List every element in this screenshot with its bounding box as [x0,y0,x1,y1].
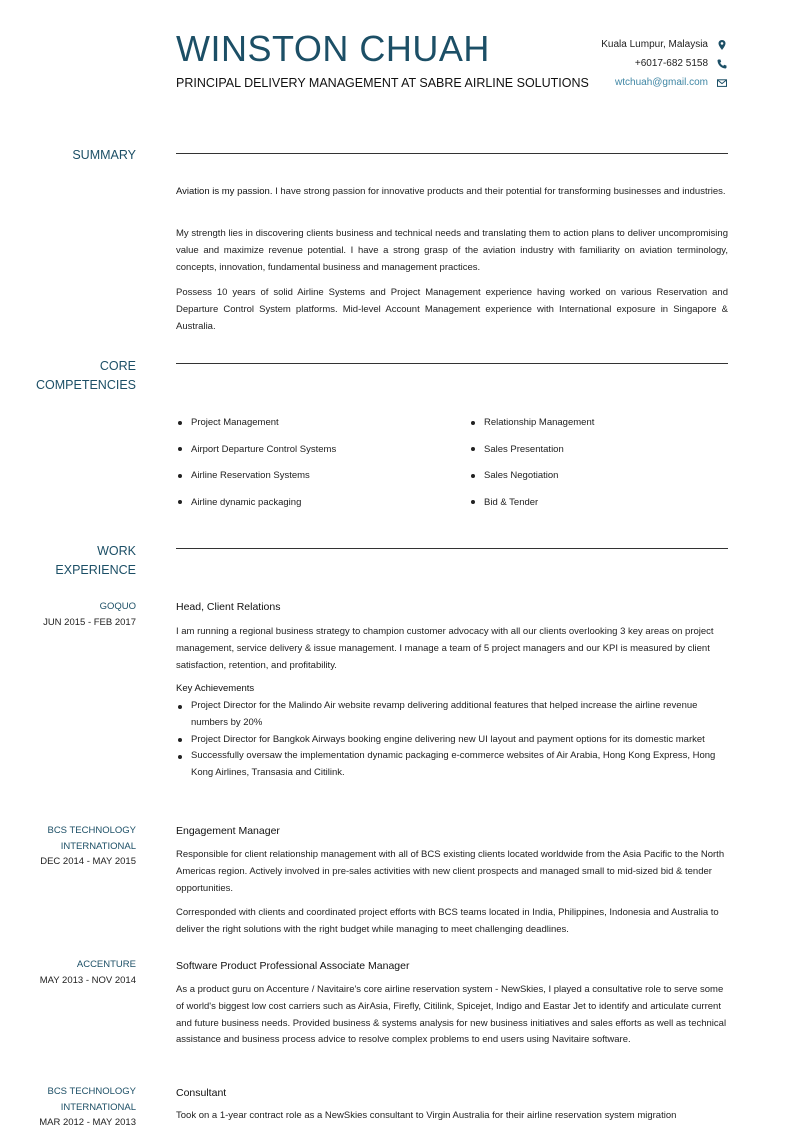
job-2-company-line2: INTERNATIONAL [60,840,136,852]
summary-divider [176,153,728,154]
job-1-description: I am running a regional business strategy to champion customer advocacy with all our clients overlooking 3 key areas on project management, service delivery & issue management. I manage a team of 5 project managers and our KPI is measured by client satisfaction, retention, and profitability. [176,626,714,671]
job-2-meta [0,823,136,870]
competencies-list-left [176,416,336,522]
job-4-description: Took on a 1-year contract role as a NewSkies consultant to Virgin Australia for their airline reservation system migration [176,1110,677,1121]
experience-heading-line1: WORK [97,544,136,558]
competencies-heading [36,357,136,395]
contact-phone [601,54,728,73]
job-1-achievements-list [176,698,728,782]
job-3-meta [0,957,136,988]
job-4-title: Consultant [176,1087,227,1099]
envelope-icon [716,77,728,89]
job-2-title: Engagement Manager [176,825,280,837]
experience-divider [176,548,728,549]
summary-paragraph-1 [176,184,728,201]
job-4-dates: MAR 2012 - MAY 2013 [39,1117,136,1128]
candidate-name: WINSTON CHUAH [176,28,490,69]
job-1-achievements-heading: Key Achievements [176,683,255,694]
job-3-description: As a product guru on Accenture / Navitaire's core airline reservation system - NewSkies, I played a consultative role to serve some of world's biggest low cost carriers such as AirAsia, Firefly, Citilink, Spicejet, Indigo and Eastar Jet to identify and articulate current and future business needs. Provided business & systems analysis for new business initiatives and sales efforts as well as technical assistance and business process advice to resolve complex problems to end users using Navitaire software. [176,984,727,1046]
competencies-heading-line2: COMPETENCIES [35,378,136,392]
competencies-list-right [469,416,594,522]
summary-p1-rest: I have strong passion for innovative products and their potential for transforming businesses and industries. [272,186,726,197]
job-1-title: Head, Client Relations [176,601,281,613]
job-2-description-2: Corresponded with clients and coordinated project efforts with BCS teams located in India, Philippines, Indonesia and Australia to deliver the right solutions with the right budget while managing to meet challenging deadlines. [176,907,719,935]
phone-icon [716,58,728,70]
job-3-company: ACCENTURE [76,959,136,970]
job-4-company-line2: INTERNATIONAL [60,1101,136,1113]
list-item: Successfully oversaw the implementation dynamic packaging e-commerce websites of Air Arabia, Hong Kong Express, Hong Kong Airlines, Transasia and Citilink. [176,748,728,782]
contact-location [601,35,728,54]
job-1-company: GOQUO [99,601,136,612]
job-1-dates: JUN 2015 - FEB 2017 [43,616,136,628]
list-item: Sales Negotiation [469,469,594,496]
summary-lead: Aviation is my passion. [176,186,273,197]
job-4-company-line1: BCS TECHNOLOGY [47,1086,136,1097]
list-item: Relationship Management [469,416,594,443]
job-3-dates: MAY 2013 - NOV 2014 [39,974,136,986]
list-item: Sales Presentation [469,443,594,470]
list-item: Airline dynamic packaging [176,496,336,523]
list-item: Project Director for the Malindo Air website revamp delivering additional features that helped increase the airline revenue numbers by 20% [176,698,728,732]
list-item: Airport Departure Control Systems [176,443,336,470]
list-item: Project Management [176,416,336,443]
summary-paragraph-2: My strength lies in discovering clients business and technical needs and translating them to action plans to deliver uncompromising value and maximize revenue potential. I have a strong grasp of the aviation industry with familiarity on aviation terminology, concepts, innovation, fundamental business and management practices. [176,228,728,273]
job-2-description-1: Responsible for client relationship management with all of BCS existing clients located worldwide from the Asia Pacific to the North Americas region. Actively involved in pre-sales activities with new client prospects and managed small to mid-sized bid & tender opportunities. [176,849,725,894]
job-4-meta [0,1084,136,1131]
job-3-title: Software Product Professional Associate Manager [176,960,410,972]
summary-heading: SUMMARY [72,148,136,162]
contact-email[interactable] [601,73,728,92]
job-1-meta [0,599,136,630]
experience-heading [55,542,136,580]
location-text: Kuala Lumpur, Malaysia [601,39,708,50]
email-link[interactable]: wtchuah@gmail.com [615,77,708,88]
phone-text: +6017-682 5158 [634,58,708,69]
experience-heading-line2: EXPERIENCE [55,563,136,577]
summary-paragraph-3: Possess 10 years of solid Airline Systems and Project Management experience having worked on various Reservation and Departure Control System platforms. Mid-level Account Management experience with International exposure in Singapore & Australia. [176,287,728,332]
list-item: Project Director for Bangkok Airways booking engine delivering new UI layout and payment options for its domestic market [176,732,728,749]
map-pin-icon [716,39,728,51]
candidate-headline: PRINCIPAL DELIVERY MANAGEMENT AT SABRE AIRLINE SOLUTIONS [176,76,589,90]
job-2-company-line1: BCS TECHNOLOGY [47,825,136,836]
contact-block [601,35,728,92]
list-item: Bid & Tender [469,496,594,523]
competencies-divider [176,363,728,364]
competencies-heading-line1: CORE [99,359,136,373]
job-2-dates: DEC 2014 - MAY 2015 [40,856,136,867]
list-item: Airline Reservation Systems [176,469,336,496]
